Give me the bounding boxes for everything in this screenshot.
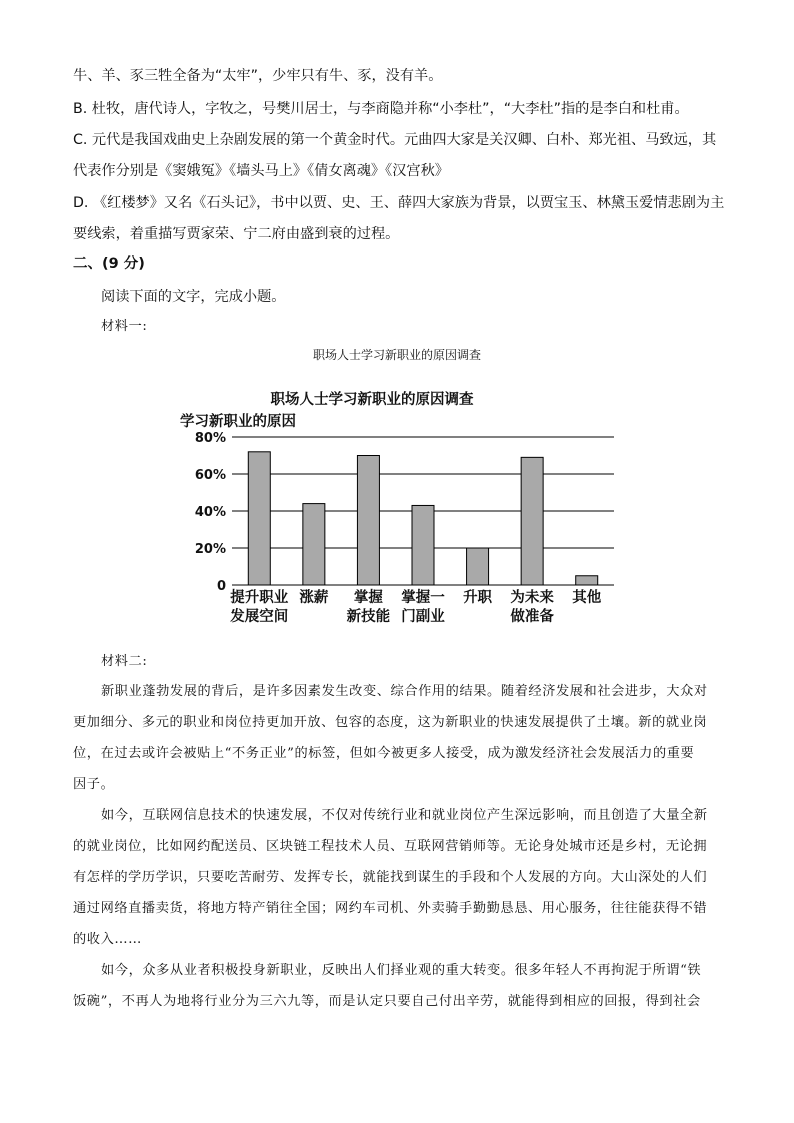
text-line: 如今，众多从业者积极投身新职业，反映出人们择业观的重大转变。很多年轻人不再拘泥于所谓“铁 [101, 963, 702, 978]
text-line: 有怎样的学历学识，只要吃苦耐劳、发挥专长，就能找到谋生的手段和个人发展的方向。大山深处的人们 [73, 870, 708, 885]
x-tick-label: 涨薪 [299, 590, 329, 606]
bar [248, 452, 270, 585]
y-tick-label: 20% [194, 542, 226, 557]
text-line: 如今，互联网信息技术的快速发展，不仅对传统行业和就业岗位产生深远影响，而且创造了大量全新 [101, 808, 708, 823]
text-line: 通过网络直播卖货，将地方特产销往全国；网约车司机、外卖骑手勤勤恳恳、用心服务，往往能获得不错 [73, 901, 708, 916]
text-line: 牛、羊、豕三牲全备为“太牢”，少牢只有牛、豕，没有羊。 [73, 68, 443, 84]
y-tick-label: 80% [194, 431, 226, 446]
text-line: B. 杜牧，唐代诗人，字牧之，号樊川居士，与李商隐并称“小李杜”，“大李杜”指的是李白和杜甫。 [73, 101, 689, 117]
text-line: C. 元代是我国戏曲史上杂剧发展的第一个黄金时代。元曲四大家是关汉卿、白朴、郑光祖、马致远，其 [73, 132, 717, 148]
material-label: 材料一: [101, 319, 148, 334]
x-tick-label: 升职 [463, 590, 493, 606]
bar [467, 548, 489, 585]
text-line: 更加细分、多元的职业和岗位持更加开放、包容的态度，这为新职业的快速发展提供了土壤。新的就业岗 [73, 715, 708, 730]
bar [576, 576, 598, 585]
instruction-text: 阅读下面的文字，完成小题。 [101, 289, 286, 305]
material-label: 材料二: [101, 654, 148, 669]
text-line: 因子。 [73, 777, 115, 792]
y-tick-label: 60% [194, 468, 226, 483]
x-tick-label: 掌握一门副业 [401, 590, 445, 625]
bar [303, 504, 325, 585]
x-tick-label: 掌握新技能 [346, 590, 391, 625]
x-tick-label: 为未来做准备 [510, 590, 554, 625]
text-line: D. 《红楼梦》又名《石头记》，书中以贾、史、王、薛四大家族为背景，以贾宝玉、林黛玉爱情悲剧为主 [73, 195, 725, 211]
chart-title: 职场人士学习新职业的原因调查 [270, 392, 474, 408]
x-tick-label: 提升职业发展空间 [230, 590, 289, 625]
section-heading: 二、(9 分) [73, 256, 145, 272]
text-line: 的收入…… [73, 932, 142, 947]
text-line: 代表作分别是《窦娥冤》《墙头马上》《倩女离魂》《汉宫秋》 [73, 163, 449, 179]
bar [357, 456, 379, 586]
text-line: 的就业岗位，比如网约配送员、区块链工程技术人员、互联网营销师等。无论身处城市还是乡村，无论拥 [73, 839, 708, 854]
figure-caption: 职场人士学习新职业的原因调查 [312, 348, 481, 362]
x-tick-label: 其他 [572, 590, 602, 606]
text-line: 位，在过去或许会被贴上“不务正业”的标签，但如今被更多人接受，成为激发经济社会发展活力的重要 [73, 746, 695, 761]
text-line: 饭碗”，不再人为地将行业分为三六九等，而是认定只要自己付出辛劳，就能得到相应的回报，得到社会 [73, 994, 701, 1009]
y-tick-label: 40% [194, 505, 226, 520]
bar [412, 505, 434, 585]
y-axis-label: 学习新职业的原因 [180, 414, 296, 430]
bar [521, 457, 543, 585]
y-tick-label: 0 [216, 579, 226, 594]
text-line: 要线索，着重描写贾家荣、宁二府由盛到衰的过程。 [73, 226, 400, 242]
text-line: 新职业蓬勃发展的背后，是许多因素发生改变、综合作用的结果。随着经济发展和社会进步，大众对 [101, 684, 708, 699]
